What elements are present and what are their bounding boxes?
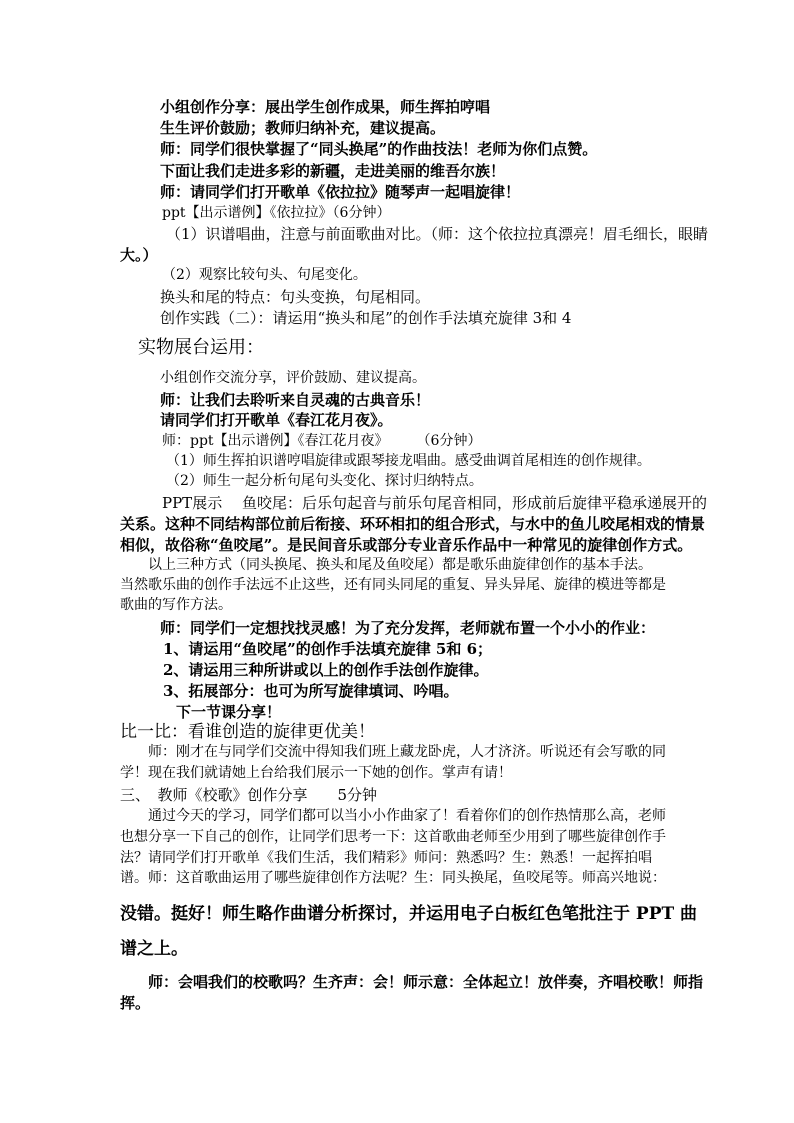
text-line: 生生评价鼓励；教师归纳补充，建议提高。 (160, 119, 446, 137)
text-line: 也想分享一下自己的创作，让同学们思考一下：这首歌曲老师至少用到了哪些旋律创作手 (120, 829, 666, 845)
text-line: 师：让我们去聆听来自灵魂的古典音乐！ (160, 391, 431, 409)
text-line: 下一节课分享！ (176, 703, 282, 721)
section-heading: 比一比：看谁创造的旋律更优美！ (120, 722, 375, 742)
text-line: 以上三种方式（同头换尾、换头和尾及鱼咬尾）都是歌乐曲旋律创作的基本手法。 (148, 557, 652, 573)
text-line: 相似，故俗称“鱼咬尾”。是民间音乐或部分专业音乐作品中一种常见的旋律创作方式。 (120, 536, 693, 554)
text-line: 挥。 (120, 994, 151, 1012)
text-line: 下面让我们走进多彩的新疆，走进美丽的维吾尔族！ (160, 162, 506, 180)
text-line: 小组创作分享：展出学生创作成果，师生挥拍哼唱 (160, 98, 491, 116)
text-line: 通过今天的学习，同学们都可以当小小作曲家了！看着你们的创作热情那么高，老师 (148, 808, 666, 824)
text-line: （1）识谱唱曲，注意与前面歌曲对比。（师：这个依拉拉真漂亮！眉毛细长，眼睛 (166, 225, 709, 243)
section-heading: 三、 教师《校歌》创作分享 5分钟 (120, 786, 378, 804)
text-line: 师：同学们一定想找找灵感！为了充分发挥，老师就布置一个小小的作业： (160, 619, 656, 637)
text-line: （2）观察比较句头、句尾变化。 (162, 267, 367, 283)
text-line: 学！现在我们就请她上台给我们展示一下她的创作。掌声有请！ (120, 765, 512, 781)
text-line: 歌曲的写作方法。 (120, 597, 232, 613)
list-item: 1、请运用“鱼咬尾”的创作手法填充旋律 5和 6； (163, 640, 493, 658)
text-line: 请同学们打开歌单《春江花月夜》。 (160, 411, 393, 429)
text-line: ppt【出示谱例】《依拉拉》（6分钟） (162, 205, 391, 221)
text-line: 谱之上。 (120, 939, 188, 959)
text-line: （2）师生一起分析句尾句头变化、探讨归纳特点。 (166, 473, 483, 489)
text-line: 师：刚才在与同学们交流中得知我们班上藏龙卧虎，人才济济。听说还有会写歌的同 (148, 744, 666, 760)
list-item: 3、拓展部分：也可为所写旋律填词、吟唱。 (163, 682, 459, 700)
text-line: 小组创作交流分享，评价鼓励、建议提高。 (160, 370, 426, 386)
text-line: PPT展示 鱼咬尾：后乐句起音与前乐句尾音相同，形成前后旋律平稳承递展开的 (162, 494, 707, 512)
text-line: 师：ppt【出示谱例】《春江花月夜》 （6分钟） (162, 433, 482, 449)
text-line: 谱。师：这首歌曲运用了哪些旋律创作方法呢？生：同头换尾，鱼咬尾等。师高兴地说： (120, 870, 666, 886)
text-line: 创作实践（二）：请运用“换头和尾”的创作手法填充旋律 3和 4 (160, 309, 572, 327)
section-heading: 实物展台运用： (138, 337, 264, 358)
text-line: 师：请同学们打开歌单《依拉拉》随琴声一起唱旋律！ (160, 183, 521, 201)
text-line: 师：同学们很快掌握了“同头换尾”的作曲技法！老师为你们点赞。 (160, 140, 598, 158)
list-item: 2、请运用三种所讲或以上的创作手法创作旋律。 (163, 661, 489, 679)
text-line: 师：会唱我们的校歌吗？生齐声：会！师示意：全体起立！放伴奏，齐唱校歌！师指 (148, 973, 704, 991)
text-line: 关系。这种不同结构部位前后衔接、环环相扣的组合形式，与水中的鱼儿咬尾相戏的情景 (120, 515, 706, 533)
text-line: 没错。挺好！师生略作曲谱分析探讨，并运用电子白板红色笔批注于 PPT 曲 (120, 904, 698, 924)
text-line: 当然歌乐曲的创作手法远不止这些，还有同头同尾的重复、异头异尾、旋律的模进等都是 (120, 577, 666, 593)
text-line: （1）师生挥拍识谱哼唱旋律或跟琴接龙唱曲。感受曲调首尾相连的创作规律。 (166, 453, 651, 469)
text-line: 大。） (120, 246, 158, 264)
text-line: 换头和尾的特点：句头变换，句尾相同。 (160, 288, 431, 306)
text-line: 法？请同学们打开歌单《我们生活，我们精彩》师问：熟悉吗？生：熟悉！一起挥拍唱 (120, 850, 652, 866)
